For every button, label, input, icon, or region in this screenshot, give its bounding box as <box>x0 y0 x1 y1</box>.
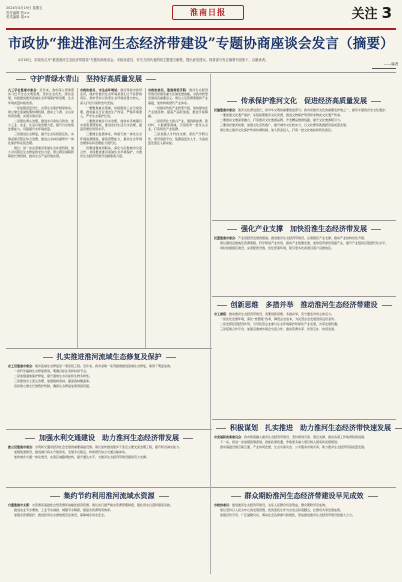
article-section-3 <box>148 88 208 346</box>
section-title-7: 扎实推进淮河流域生态修复及保护 <box>6 352 212 362</box>
column-rule <box>77 88 78 348</box>
section-paragraph: 三是推进生态修复，提升生态系统稳定性。实施采煤沉陷区综合治理，推进山水林田湖草沙一体化保护和系统治理。 <box>8 132 74 145</box>
section-paragraph: 加强水资源保护，推进饮用水水源地规范化建设，保障城乡供水安全。 <box>14 513 108 517</box>
section-paragraph: 四要加强协同联动，深化与沿淮城市交流合作，共同推进淮河流域生态环境保护，为淮河生态经济带建设贡献淮南力量。 <box>80 145 142 159</box>
section-title-1: 守护青绿水青山 坚持好高质量发展 <box>12 74 136 84</box>
section-title-11: 群众期盼淮河生态经济带建设早见成效 <box>212 491 396 501</box>
editor-note: ——编者 <box>384 62 399 66</box>
article-section-9 <box>214 435 394 485</box>
section-paragraph: 淮河文化源远流长，是中华文明的重要组成部分。我市是淮河文化的重要发祥地之一，拥有丰富的历史文化遗存。 <box>238 108 389 112</box>
article-section-10 <box>8 503 208 578</box>
section-paragraph: 二是强化源头治理，推进水污染综合防治。加大工业、农业、生活污染治理力度，提升污水收集处理能力，巩固提升水环境质量。 <box>8 119 74 132</box>
divider <box>212 220 396 221</box>
section-title-6: 创新思维 多措并举 推动淮河生态经济带建设 <box>212 300 396 310</box>
section-title <box>352 4 392 24</box>
section-author: 台盟淮南市支部： <box>8 503 33 507</box>
article-section-4 <box>214 108 394 218</box>
section-paragraph: 三要讲好淮河故事，加强文化宣传推广，提升城市文化软实力，以文化繁荣助推经济高质量发展。 <box>220 123 350 127</box>
section-author: 民建淮南市委会： <box>214 108 239 112</box>
section-paragraph: 二是培育壮大新兴产业，围绕新能源、新材料、大数据等领域，引进培育一批龙头企业，打造特色产业集群。 <box>148 119 208 132</box>
divider <box>6 72 396 73</box>
article-section-6 <box>214 312 394 417</box>
section-paragraph: 一是优化发展环境，深化“放管服”改革，降低企业成本，为民营企业发展创造良好条件。 <box>220 317 338 321</box>
editor-credit: 责任编辑 张×× <box>6 10 30 15</box>
section-author: 市政协委员、淮南师范学院： <box>148 88 190 92</box>
section-author: 市政协委员、市生态环境局： <box>80 88 121 92</box>
section-paragraph: 加强宣传引导，广泛凝聚共识，调动社会各界参与积极性，形成推进淮河生态经济带建设的强大合力。 <box>220 513 356 517</box>
article-section-8 <box>8 445 208 485</box>
section-paragraph: 我市积极融入淮河生态经济带建设，坚持规划引领、项目支撑，推动各项工作取得积极进展。 <box>244 435 368 439</box>
article-section-1 <box>8 88 74 346</box>
section-paragraph: 二是发挥民营经济作用，引导民营企业参与生态环境保护和绿色产业发展，共享发展机遇。 <box>220 322 341 326</box>
section-paragraph: 二要推进城乡污水治理，加快补齐城镇污水收集管网短板，推进农村生活污水治理，提高资源化利用水平。 <box>80 119 142 132</box>
section-paragraph: 一是加强顶层设计，完善生态保护制度体系。建立健全流域统筹协调机制，推动上下游、左右岸协同治理，实现共建共享。 <box>8 105 74 119</box>
section-paragraph: 建议围绕沿淮地区资源禀赋，科学规划产业布局，推动产业集聚发展，加快培育绿色低碳产业，提升产业链供应链现代化水平。 <box>220 241 389 245</box>
section-paragraph: 二要推动文旅深度融合，打造淮河文化旅游品牌，开发精品旅游线路，提升文化旅游吸引力。 <box>220 118 344 122</box>
issue-date-info <box>6 6 86 20</box>
section-paragraph: 同时加强园区建设，完善配套设施，优化营商环境，吸引更多优质项目落户沿淮地区。 <box>220 246 335 250</box>
divider <box>212 419 396 420</box>
column-rule <box>210 74 211 574</box>
section-author: 九三学社淮南市委会： <box>8 88 40 92</box>
section-paragraph: 产业是经济发展的根基。推进淮河生态经济带建设，必须强化产业支撑，推动产业结构优化升级。 <box>238 236 368 240</box>
divider <box>6 429 212 430</box>
section-paragraph: 加强航道建设，推进港口码头升级改造，发展多式联运，构建现代综合交通运输体系。 <box>14 450 129 454</box>
designer-credit: 美术编辑 周×× <box>6 15 30 20</box>
section-paragraph: 推进农业节水增效、工业节水减排、城镇节水降损，提高水资源利用效率。 <box>14 508 114 512</box>
issue-date: 2024年4月19日 星期五 <box>6 6 43 10</box>
masthead-rule <box>6 28 396 30</box>
section-paragraph: 三要健全监测体系，构建天地一体化生态环境监测网络，提高预警能力，推动生态环境治理体系和治理能力现代化。 <box>80 132 142 145</box>
divider <box>212 296 396 297</box>
article-section-7 <box>8 364 208 427</box>
section-title-4: 传承保护淮河文化 促进经济高质量发展 <box>212 96 396 106</box>
section-paragraph: 建议：进一步完善淮河流域生态补偿机制，加大对沉陷区生态修复的支持力度，建立跨区域联防联控长效机制，推动生态产品价值实现。 <box>8 145 74 159</box>
section-paragraph: 淮河流域生态修复是一项系统工程。近年来，我市采取一系列措施推进流域生态修复，取得了明显成效。 <box>35 364 174 368</box>
section-paragraph: 水资源是基础性自然资源和战略性经济资源。建议实行最严格水资源管理制度，强化用水总量和强度双控。 <box>32 503 174 507</box>
section-paragraph: 三是推进水土流失治理，加强植树造林，提高森林覆盖率。 <box>14 379 93 383</box>
section-paragraph: 淮河是我市的母亲河，保护好淮河生态环境是我们义不容辞的责任。我市坚持以改善生态环境质量为核心，深入打好污染防治攻坚战。 <box>80 88 142 105</box>
section-paragraph: 淮河生态经济带建设是国家重大区域发展战略，对我市转型发展具有重要意义。建议立足资源禀赋和产业基础，加快构建现代产业体系。 <box>148 88 208 105</box>
section-paragraph: 水利和交通是经济社会发展的重要基础设施。建议加快推进淮河干流及主要支流治理工程，提升防洪减灾能力。 <box>35 445 183 449</box>
section-title-9: 积极谋划 扎实推进 助力淮河生态经济带快速发展 <box>212 423 396 433</box>
section-name: 关注 <box>351 7 378 22</box>
section-paragraph: 一要聚焦重点领域，持续推进工业污染治理，推进重点行业清洁生产改造，严格环境准入，严守生态保护红线。 <box>80 105 142 119</box>
section-title-5: 强化产业支撑 加快沿淮生态经济带发展 <box>212 224 396 234</box>
article-section-5 <box>214 236 394 294</box>
section-paragraph: 建议坚持以人民为中心的发展思想，把改善民生作为出发点和落脚点，让群众共享发展成果。 <box>220 508 344 512</box>
section-paragraph: 推动淮河生态经济带建设，需要创新思维、多措并举，充分激发市场主体活力。 <box>229 312 335 316</box>
section-paragraph: 下一步，将进一步加强统筹谋划，抢抓政策机遇，争取更多重大项目纳入国家和省级规划。 <box>220 440 341 444</box>
section-paragraph: 三是加强人才科技支撑，深化产学研合作，建设创新平台，集聚高层次人才，为高质量发展注入新动能。 <box>148 132 208 145</box>
section-paragraph: 加快城乡交通一体化建设，完善区域路网结构，提升通达水平，为淮河生态经济带建设提供有力支撑。 <box>14 455 150 459</box>
section-author: 民盟淮南市委会： <box>214 236 239 240</box>
masthead <box>6 4 396 28</box>
section-paragraph: 推进淮河生态经济带建设，关系人民群众切身利益，群众期盼早见成效。 <box>232 503 329 507</box>
article-section-2 <box>80 88 142 346</box>
newspaper-logo: 淮南日报 <box>172 5 244 20</box>
section-paragraph: 四是建立健全长效管护机制，确保生态修复成果得到巩固。 <box>14 384 93 388</box>
section-paragraph: 推动基础设施互联互通、产业协同发展、生态共保共治、公共服务共建共享，助力淮河生态经济带高质量发展。 <box>220 445 368 449</box>
column-rule <box>145 88 146 348</box>
section-paragraph: 一是科学编制生态修复规划，明确目标任务和时间节点。 <box>14 369 90 373</box>
page-number: 3 <box>381 4 392 22</box>
section-title-8: 加强水利交通建设 助力淮河生态经济带发展 <box>6 433 212 443</box>
section-author: 致公党淮南市委会： <box>8 445 36 449</box>
section-author: 农工党淮南市委会： <box>8 364 36 368</box>
section-author: 市政协委员： <box>214 503 233 507</box>
section-paragraph: 二是加强湿地保护修复，提升湿地生态功能和生物多样性。 <box>14 374 93 378</box>
editor-rule <box>372 68 396 69</box>
section-author: 市发展和改革委员会： <box>214 435 245 439</box>
main-headline: 市政协“推进淮河生态经济带建设”专题协商座谈会发言（摘要） <box>8 36 394 52</box>
section-paragraph: 三是搭建合作平台，加强沿淮城市商会交流合作，推动资源共享、优势互补、协同发展。 <box>220 327 338 331</box>
article-section-11 <box>214 503 394 578</box>
section-author: 市工商联： <box>214 312 230 316</box>
divider <box>6 348 212 349</box>
divider <box>6 487 396 488</box>
section-paragraph: 一要加强文化遗产保护，系统梳理淮河文化资源，推进文物保护利用和非物质文化遗产传承。 <box>220 113 344 117</box>
section-paragraph: 建议建立淮河文化保护传承协调机制，加大资金投入，打造一批文化地标和特色街区。 <box>220 128 335 132</box>
section-paragraph: 一是推动传统产业转型升级，加快煤电化产业链延伸，提高产品附加值，推进节能降碳。 <box>148 105 208 119</box>
intro-paragraph: 4月18日，市政协召开“推进淮河生态经济带建设”专题协商座谈会。市政协委员、有关方面代表围绕主题建言献策，提出意见建议。现将部分发言摘要刊登如下，以飨读者。 <box>18 58 269 62</box>
section-paragraph: 近年来，我市深入贯彻落实习近平生态文明思想，坚持生态优先、绿色发展，持续推进淮河流域生态环境保护和治理，生态环境质量持续改善。 <box>8 88 74 105</box>
section-title-10: 集约节约利用淮河流域水资源 <box>6 491 212 501</box>
